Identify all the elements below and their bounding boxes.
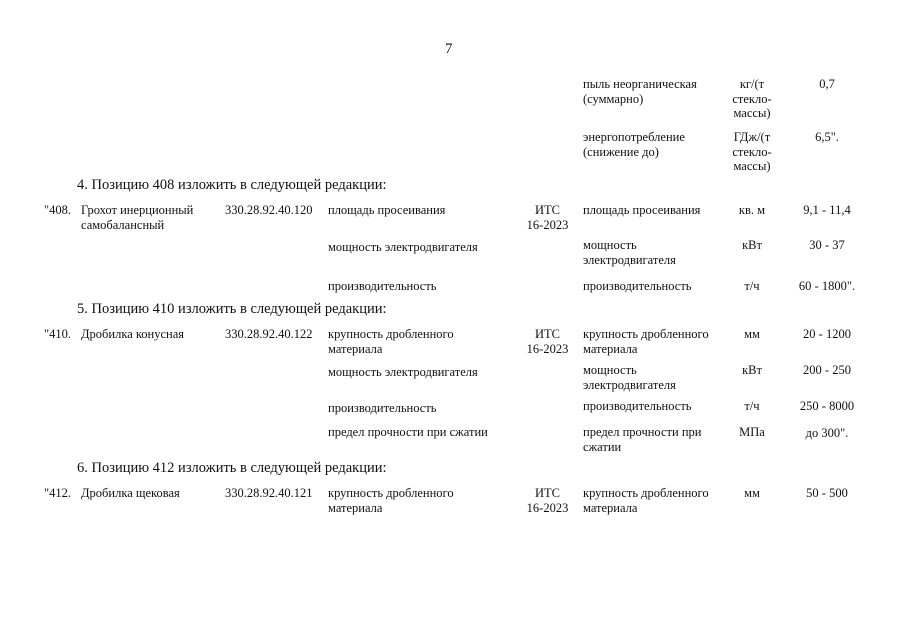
- okpd-code: 330.28.92.40.122: [225, 327, 313, 341]
- indicator-cell: крупность дробленного материала: [583, 486, 709, 515]
- section-heading: 5. Позицию 410 изложить в следующей редакции:: [77, 301, 387, 317]
- unit-cell: т/ч: [744, 279, 760, 293]
- value-cell: 9,1 - 11,4: [803, 203, 851, 217]
- indicator-cell: производительность: [583, 399, 692, 413]
- value-cell: 50 - 500: [806, 486, 848, 500]
- its-reference: ИТС 16-2023: [526, 486, 569, 515]
- equipment-name: Дробилка конусная: [81, 327, 185, 341]
- position-code: "412.: [44, 486, 71, 500]
- section-heading: 4. Позицию 408 изложить в следующей редакции:: [77, 177, 387, 193]
- value-cell: 200 - 250: [803, 363, 851, 377]
- its-reference: ИТС 16-2023: [526, 203, 569, 232]
- parameter-cell: производительность: [328, 401, 437, 415]
- parameter-cell: мощность электродвигателя: [328, 240, 478, 254]
- okpd-code: 330.28.92.40.120: [225, 203, 313, 217]
- value-cell: 60 - 1800".: [798, 279, 856, 293]
- position-code: "410.: [44, 327, 71, 341]
- equipment-name: Дробилка щековая: [81, 486, 180, 500]
- unit-cell: кв. м: [738, 203, 766, 217]
- indicator-cell: мощность электродвигателя: [583, 363, 676, 392]
- unit-cell: МПа: [739, 425, 765, 439]
- value-cell: 0,7: [819, 77, 835, 91]
- value-cell: 30 - 37: [809, 238, 845, 252]
- parameter-cell: предел прочности при сжатии: [328, 425, 488, 439]
- unit-cell: кВт: [742, 363, 762, 377]
- parameter-cell: крупность дробленного материала: [328, 486, 454, 515]
- indicator-cell: энергопотребление (снижение до): [583, 130, 685, 159]
- parameter-cell: производительность: [328, 279, 437, 293]
- parameter-cell: мощность электродвигателя: [328, 365, 478, 379]
- unit-cell: кг/(т стекло- массы): [732, 77, 772, 120]
- value-cell: 250 - 8000: [799, 399, 855, 413]
- indicator-cell: крупность дробленного материала: [583, 327, 709, 356]
- value-cell: до 300".: [805, 426, 849, 440]
- parameter-cell: крупность дробленного материала: [328, 327, 454, 356]
- unit-cell: мм: [744, 327, 760, 341]
- unit-cell: мм: [744, 486, 760, 500]
- indicator-cell: мощность электродвигателя: [583, 238, 676, 267]
- equipment-name: Грохот инерционный самобалансный: [81, 203, 194, 232]
- page-number: 7: [445, 41, 453, 57]
- value-cell: 6,5".: [815, 130, 839, 144]
- indicator-cell: предел прочности при сжатии: [583, 425, 702, 454]
- value-cell: 20 - 1200: [803, 327, 851, 341]
- indicator-cell: площадь просеивания: [583, 203, 701, 217]
- parameter-cell: площадь просеивания: [328, 203, 446, 217]
- section-heading: 6. Позицию 412 изложить в следующей редакции:: [77, 460, 387, 476]
- unit-cell: кВт: [742, 238, 762, 252]
- indicator-cell: производительность: [583, 279, 692, 293]
- unit-cell: ГДж/(т стекло- массы): [732, 130, 772, 173]
- its-reference: ИТС 16-2023: [526, 327, 569, 356]
- indicator-cell: пыль неорганическая (суммарно): [583, 77, 697, 106]
- okpd-code: 330.28.92.40.121: [225, 486, 313, 500]
- position-code: "408.: [44, 203, 71, 217]
- unit-cell: т/ч: [744, 399, 760, 413]
